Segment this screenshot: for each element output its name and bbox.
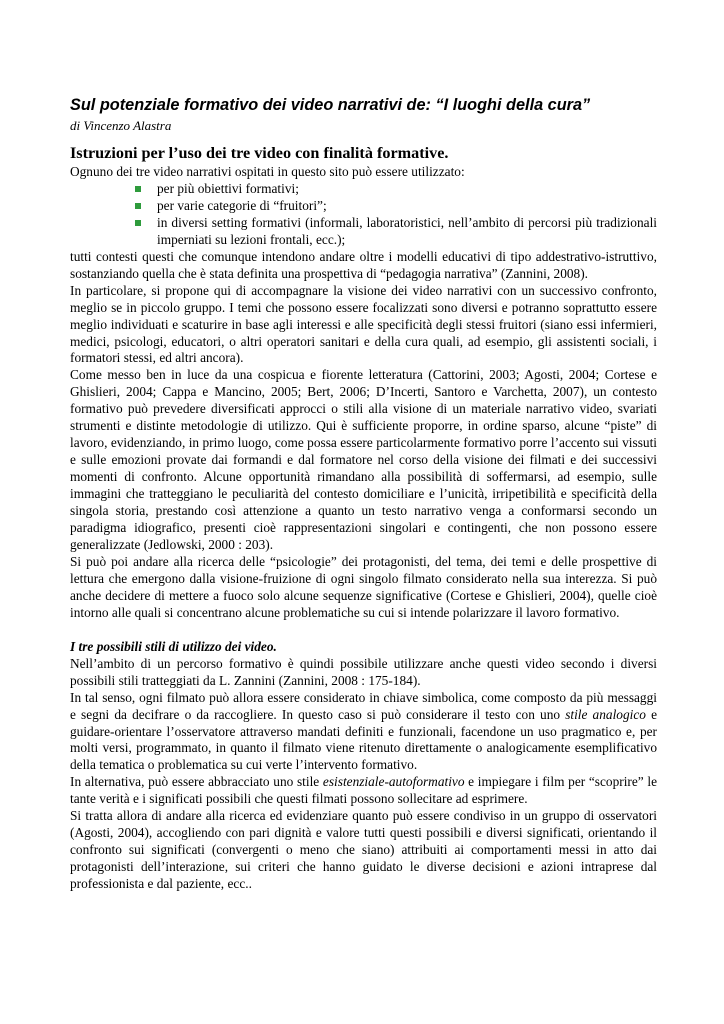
body-paragraph: Nell’ambito di un percorso formativo è quindi possibile utilizzare anche questi video secondo i diversi possibili stili tratteggiati da L. Zannini (Zannini, 2008 : 175-184). bbox=[70, 655, 657, 688]
body-paragraph: Come messo ben in luce da una cospicua e fiorente letteratura (Cattorini, 2003; Agosti, 2004; Cortese e Ghislieri, 2004; Cappa e Mancino, 2005; Bert, 2006; D’Incerti, Santoro e Varchetta, 2007), un contesto formativo può prevedere diversificati approcci o stili alla visione di un materiale narrativo video, svariati strumenti e distinte metodologie di utilizzo. Qui è sufficiente proporre, in ordine sparso, alcune “piste” di lavoro, evidenziando, in primo luogo, come possa essere particolarmente formativo porre l’accento sui vissuti e sulle emozioni provate dai formandi e dal formatore nel corso della visione dei filmati e dei successivi momenti di confronto. Alcune opportunità rimandano alla possibilità di soffermarsi, ad esempio, sulle immagini che tratteggiano le peculiarità del contesto domiciliare e l’unicità, irripetibilità e specificità della singola storia, prestando così attenzione a quanto un testo narrativo venga a conformarsi secondo un paradigma idiografico, presenti cioè rappresentazioni singolari e contingenti, che non possono essere generalizzate (Jedlowski, 2000 : 203). bbox=[70, 367, 657, 552]
text-run: In alternativa, può essere abbracciato uno stile bbox=[70, 774, 323, 790]
body-paragraph bbox=[70, 774, 657, 808]
document-page bbox=[70, 94, 657, 893]
bullet-item bbox=[135, 198, 657, 215]
styles-subheading: I tre possibili stili di utilizzo dei video. bbox=[70, 638, 277, 654]
square-bullet-icon bbox=[135, 220, 141, 226]
text-run: e guidare-orientare l’osservatore attraverso mandati definiti e funzionali, facendone un uso pragmatico e, per molti versi, programmato, in quanto il filmato viene ritenuto direttamente o analogicamente esemplificativo della tematica o problematica su cui verte l’intervento formativo. bbox=[70, 706, 657, 773]
usage-bullet-list bbox=[70, 181, 657, 249]
body-paragraph: Si tratta allora di andare alla ricerca ed evidenziare quanto può essere condiviso in un gruppo di osservatori (Agosti, 2004), accogliendo con pari dignità e valore tutti questi possibili e diversi significati, orientando il confronto sui significati (convergenti o meno che siano) attribuiti ai comportamenti messi in atto dai protagonisti dell’interazione, sui criteri che hanno guidato le diverse decisioni e azioni intraprese dal professionista e dal paziente, ecc.. bbox=[70, 808, 657, 892]
bullet-item bbox=[135, 215, 657, 249]
bullet-item bbox=[135, 181, 657, 198]
document-title: Sul potenziale formativo dei video narrativi de: “I luoghi della cura” bbox=[70, 96, 591, 114]
text-run: In tal senso, ogni filmato può allora essere considerato in chiave simbolica, come composto da più messaggi e segni da decifrare o da raccogliere. In questo caso si può considerare il testo con uno bbox=[70, 689, 657, 722]
square-bullet-icon bbox=[135, 203, 141, 209]
text-run: e impiegare i film per “scoprire” le tante verità e i significati possibili che questi filmati possono sollecitare ad esprimere. bbox=[70, 774, 658, 807]
bullet-text: per più obiettivi formativi; bbox=[157, 180, 299, 196]
emphasis-esistenziale: esistenziale-autoformativo bbox=[322, 774, 465, 790]
bullet-text: in diversi setting formativi (informali, laboratoristici, nell’ambito di percorsi più tradizionali imperniati su lezioni frontali, ecc.); bbox=[157, 214, 657, 247]
body-paragraph bbox=[70, 690, 657, 775]
body-paragraph: Si può poi andare alla ricerca delle “psicologie” dei protagonisti, del tema, dei temi e delle prospettive di lettura che emergono dalla visione-fruizione di ogni singolo filmato considerato nella sua interezza. Si può anche decidere di mettere a fuoco solo alcune sequenze significative (Cortese e Ghislieri, 2004), quelle cioè intorno alle quali si concentrano alcune problematiche su cui si intende polarizzare il lavoro formativo. bbox=[70, 553, 657, 620]
author-line: di Vincenzo Alastra bbox=[70, 118, 172, 133]
square-bullet-icon bbox=[135, 186, 141, 192]
emphasis-stile-analogico: stile analogico bbox=[565, 706, 646, 722]
section-heading: Istruzioni per l’uso dei tre video con finalità formative. bbox=[70, 144, 449, 162]
body-paragraph: In particolare, si propone qui di accompagnare la visione dei video narrativi con un successivo confronto, meglio se in piccolo gruppo. I temi che possono essere focalizzati sono diversi e potranno soprattutto essere meglio individuati e scaturire in base agli interessi e alle specificità degli stessi fruitori (siano essi infermieri, medici, psicologi, educatori, o altri operatori sanitari e della cura quali, ad esempio, gli assistenti sociali, i formatori stessi, ed altri ancora). bbox=[70, 282, 657, 366]
intro-paragraph: Ognuno dei tre video narrativi ospitati in questo sito può essere utilizzato: bbox=[70, 164, 465, 179]
body-paragraph: tutti contesti questi che comunque intendono andare oltre i modelli educativi di tipo addestrativo-istruttivo, sostanziando quella che è stata definita una prospettiva di “pedagogia narrativa” (Zannini, 2008). bbox=[70, 248, 657, 281]
bullet-text: per varie categorie di “fruitori”; bbox=[157, 197, 327, 213]
